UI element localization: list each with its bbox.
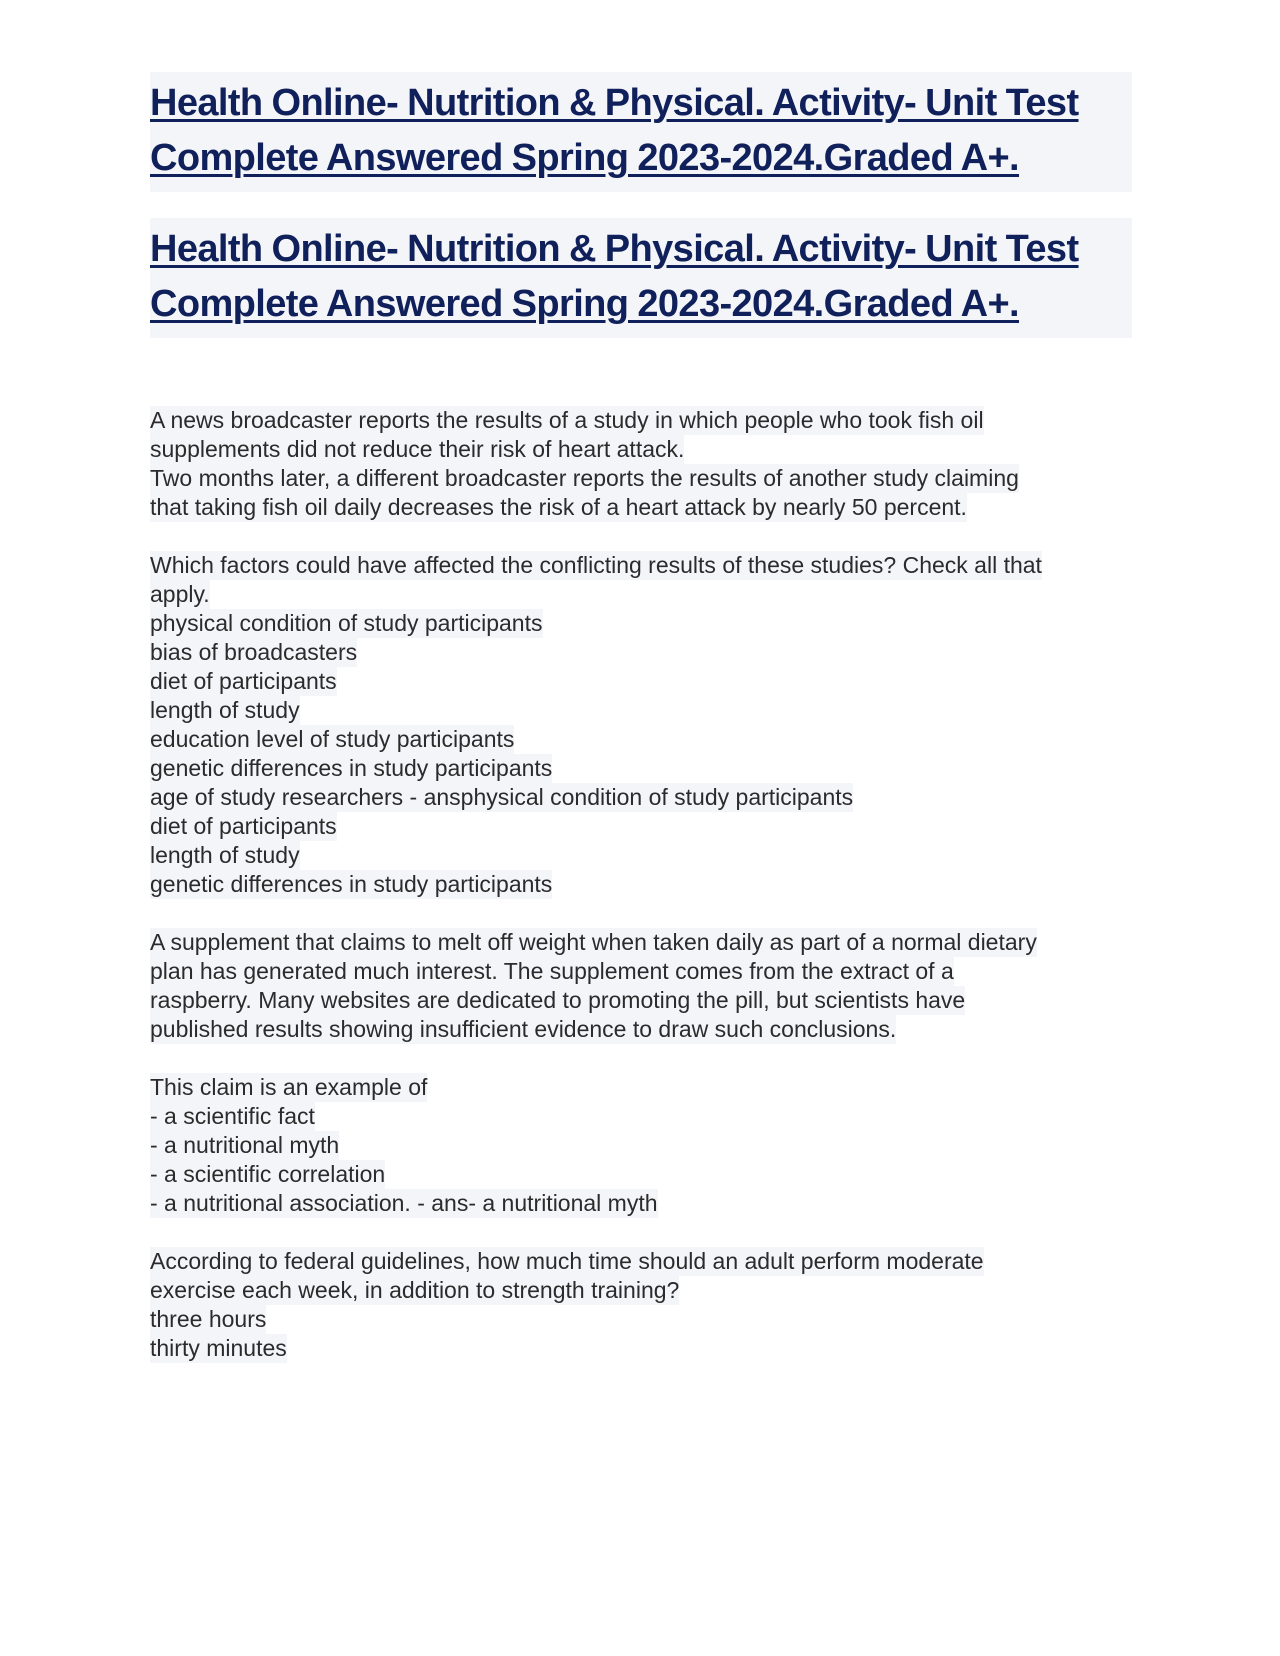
answer-option: genetic differences in study participants (150, 871, 553, 897)
paragraph-gap (150, 1044, 1132, 1073)
answer-option: bias of broadcasters (150, 639, 358, 665)
paragraph-gap (150, 522, 1132, 551)
question-text-line: raspberry. Many websites are dedicated to promoting the pill, but scientists have (150, 987, 966, 1013)
question-prompt-line: Which factors could have affected the conflicting results of these studies? Check all that (150, 552, 1042, 578)
answer-option: diet of participants (150, 813, 337, 839)
document-title-block (150, 218, 1132, 338)
question-text-line: published results showing insufficient evidence to draw such conclusions. (150, 1016, 897, 1042)
document-title-block (150, 72, 1132, 192)
question-prompt-line: This claim is an example of (150, 1074, 428, 1100)
answer-option: length of study (150, 697, 300, 723)
question-text-line: A news broadcaster reports the results of a study in which people who took fish oil (150, 407, 984, 433)
answer-option: three hours (150, 1306, 267, 1332)
answer-option: - a scientific correlation (150, 1161, 386, 1187)
question-text-line: plan has generated much interest. The supplement comes from the extract of a (150, 958, 954, 984)
question-text-line: supplements did not reduce their risk of heart attack. (150, 436, 685, 462)
answer-option: - a nutritional association. - ans- a nutritional myth (150, 1190, 658, 1216)
question-text-line: that taking fish oil daily decreases the risk of a heart attack by nearly 50 percent. (150, 494, 967, 520)
question-text-line: According to federal guidelines, how much time should an adult perform moderate (150, 1248, 984, 1274)
document-title: Health Online- Nutrition & Physical. Activity- Unit Test Complete Answered Spring 2023-2024.Graded A+. (150, 228, 1079, 325)
document-title: Health Online- Nutrition & Physical. Activity- Unit Test Complete Answered Spring 2023-2024.Graded A+. (150, 82, 1079, 179)
paragraph-gap (150, 1218, 1132, 1247)
question-text-line: exercise each week, in addition to strength training? (150, 1277, 680, 1303)
answer-option: genetic differences in study participants (150, 755, 553, 781)
answer-option: thirty minutes (150, 1335, 287, 1361)
answer-option: education level of study participants (150, 726, 515, 752)
paragraph-gap (150, 899, 1132, 928)
question-text-line: A supplement that claims to melt off weight when taken daily as part of a normal dietary (150, 929, 1037, 955)
document-body (150, 406, 1132, 1363)
answer-option: - a scientific fact (150, 1103, 315, 1129)
question-text-line: Two months later, a different broadcaster reports the results of another study claiming (150, 465, 1019, 491)
answer-option: diet of participants (150, 668, 337, 694)
question-prompt-line: apply. (150, 581, 210, 607)
answer-option: physical condition of study participants (150, 610, 543, 636)
answer-option: age of study researchers - ansphysical condition of study participants (150, 784, 854, 810)
answer-option: - a nutritional myth (150, 1132, 340, 1158)
document-page (150, 72, 1132, 1363)
answer-option: length of study (150, 842, 300, 868)
